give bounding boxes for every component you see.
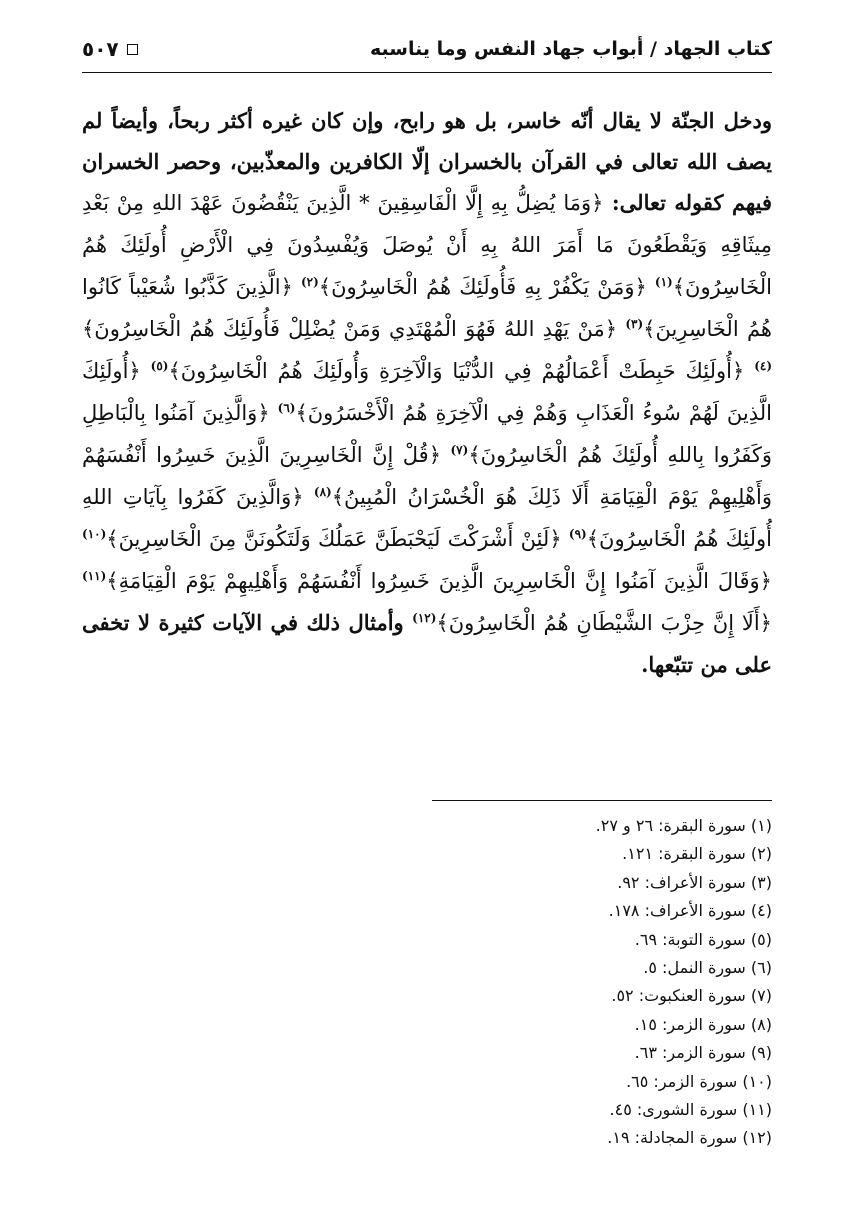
quran-verse-9: ﴿وَالَّذِينَ كَفَرُوا بِآيَاتِ اللهِ أُولَئِكَ هُمُ الْخَاسِرُونَ﴾ <box>82 485 772 551</box>
quran-verse-4: ﴿مَنْ يَهْدِ اللهُ فَهُوَ الْمُهْتَدِي وَمَنْ يُضْلِلْ فَأُولَئِكَ هُمُ الْخَاسِرُونَ﴾ <box>82 317 626 341</box>
footnote-item: (٢) سورة البقرة: ١٢١. <box>622 844 772 864</box>
footnote-ref-4[interactable]: (٤) <box>754 359 773 373</box>
header-title: كتاب الجهاد / أبواب جهاد النفس وما يناسبه <box>370 38 772 60</box>
footnote-item: (٩) سورة الزمر: ٦٣. <box>634 1043 772 1063</box>
footnote-ref-5[interactable]: (٥) <box>150 359 169 373</box>
footnotes-list <box>272 812 772 1153</box>
footnote-ref-9[interactable]: (٩) <box>568 527 587 541</box>
quran-verse-8: ﴿قُلْ إِنَّ الْخَاسِرِينَ الَّذِينَ خَسِرُوا أَنْفُسَهُمْ وَأَهْلِيهِمْ يَوْمَ الْقِيَامَةِ أَلَا ذَلِكَ هُوَ الْخُسْرَانُ الْمُبِينُ﴾ <box>82 443 772 509</box>
page-number: ٥٠٧ <box>82 37 119 61</box>
footnote-item: (٣) سورة الأعراف: ٩٢. <box>617 872 772 892</box>
footnote-ref-2[interactable]: (٢) <box>300 275 319 289</box>
quran-verse-12: ﴿أَلَا إِنَّ حِزْبَ الشَّيْطَانِ هُمُ الْخَاسِرُونَ﴾ <box>436 611 772 635</box>
footnote-ref-1[interactable]: (١) <box>654 275 673 289</box>
footnote-divider <box>432 800 772 801</box>
header-divider <box>82 72 772 73</box>
quran-verse-6: ﴿أُولَئِكَ الَّذِينَ لَهُمْ سُوءُ الْعَذَابِ وَهُمْ فِي الْآخِرَةِ هُمُ الْأَخْسَرُونَ﴾ <box>82 359 773 425</box>
quran-verse-2: ﴿وَمَنْ يَكْفُرْ بِهِ فَأُولَئِكَ هُمُ الْخَاسِرُونَ﴾ <box>318 275 655 299</box>
footnote-ref-12[interactable]: (١٢) <box>412 611 437 625</box>
quran-verse-10: ﴿لَئِنْ أَشْرَكْتَ لَيَحْبَطَنَّ عَمَلُكَ وَلَتَكُونَنَّ مِنَ الْخَاسِرِينَ﴾ <box>106 527 569 551</box>
quran-verse-11: ﴿وَقَالَ الَّذِينَ آمَنُوا إِنَّ الْخَاسِرِينَ الَّذِينَ خَسِرُوا أَنْفُسَهُمْ وَأَهْلِيهِمْ يَوْمَ الْقِيَامَةِ﴾ <box>106 569 772 593</box>
footnote-ref-7[interactable]: (٧) <box>450 443 469 457</box>
footnote-item: (٥) سورة التوبة: ٦٩. <box>634 929 772 949</box>
footnote-item: (١١) سورة الشورى: ٤٥. <box>609 1100 772 1120</box>
footnote-item: (١٢) سورة المجادلة: ١٩. <box>607 1128 772 1148</box>
quran-verse-7: ﴿وَالَّذِينَ آمَنُوا بِالْبَاطِلِ وَكَفَرُوا بِاللهِ أُولَئِكَ هُمُ الْخَاسِرُونَ﴾ <box>82 401 772 467</box>
square-ornament-icon <box>127 44 138 55</box>
footnote-item: (١٠) سورة الزمر: ٦٥. <box>626 1071 772 1091</box>
footnote-ref-8[interactable]: (٨) <box>313 485 332 499</box>
footnote-item: (٧) سورة العنكبوت: ٥٢. <box>611 986 772 1006</box>
footnote-item: (٦) سورة النمل: ٥. <box>643 958 772 978</box>
footnote-item: (١) سورة البقرة: ٢٦ و ٢٧. <box>595 816 772 835</box>
footnote-ref-3[interactable]: (٣) <box>625 317 644 331</box>
prose-intro: ودخل الجنّة لا يقال أنّه خاسر، بل هو رابح، وإن كان غيره أكثر ربحاً، وأيضاً لم يصف الله تعالى في القرآن بالخسران إلّا الكافرين والمعذّبين، وحصر الخسران فيهم كقوله تعالى: <box>82 108 772 215</box>
footnote-ref-6[interactable]: (٦) <box>277 401 296 415</box>
quran-verse-1: ﴿وَمَا يُضِلُّ بِهِ إِلَّا الْفَاسِقِينَ * الَّذِينَ يَنْقُضُونَ عَهْدَ اللهِ مِنْ بَعْدِ مِيثَاقِهِ وَيَقْطَعُونَ مَا أَمَرَ اللهُ بِهِ أَنْ يُوصَلَ وَيُفْسِدُونَ فِي الْأَرْضِ أُولَئِكَ هُمُ الْخَاسِرُونَ﴾ <box>82 191 772 299</box>
footnote-item: (٨) سورة الزمر: ١٥. <box>634 1014 772 1034</box>
footnote-item: (٤) سورة الأعراف: ١٧٨. <box>608 901 772 921</box>
running-header <box>82 34 772 64</box>
body-paragraph <box>82 100 772 685</box>
header-page-block <box>82 37 138 61</box>
footnote-ref-10[interactable]: (١٠) <box>82 527 107 541</box>
quran-verse-3: ﴿الَّذِينَ كَذَّبُوا شُعَيْباً كَانُوا هُمُ الْخَاسِرِينَ﴾ <box>82 275 772 341</box>
quran-verse-5: ﴿أُولَئِكَ حَبِطَتْ أَعْمَالُهُمْ فِي الدُّنْيَا وَالْآخِرَةِ وَأُولَئِكَ هُمُ الْخَاسِرُونَ﴾ <box>168 359 755 383</box>
prose-closing: وأمثال ذلك في الآيات كثيرة لا تخفى على من تتبّعها. <box>82 610 772 677</box>
footnote-ref-11[interactable]: (١١) <box>82 569 107 583</box>
main-text <box>82 100 772 685</box>
